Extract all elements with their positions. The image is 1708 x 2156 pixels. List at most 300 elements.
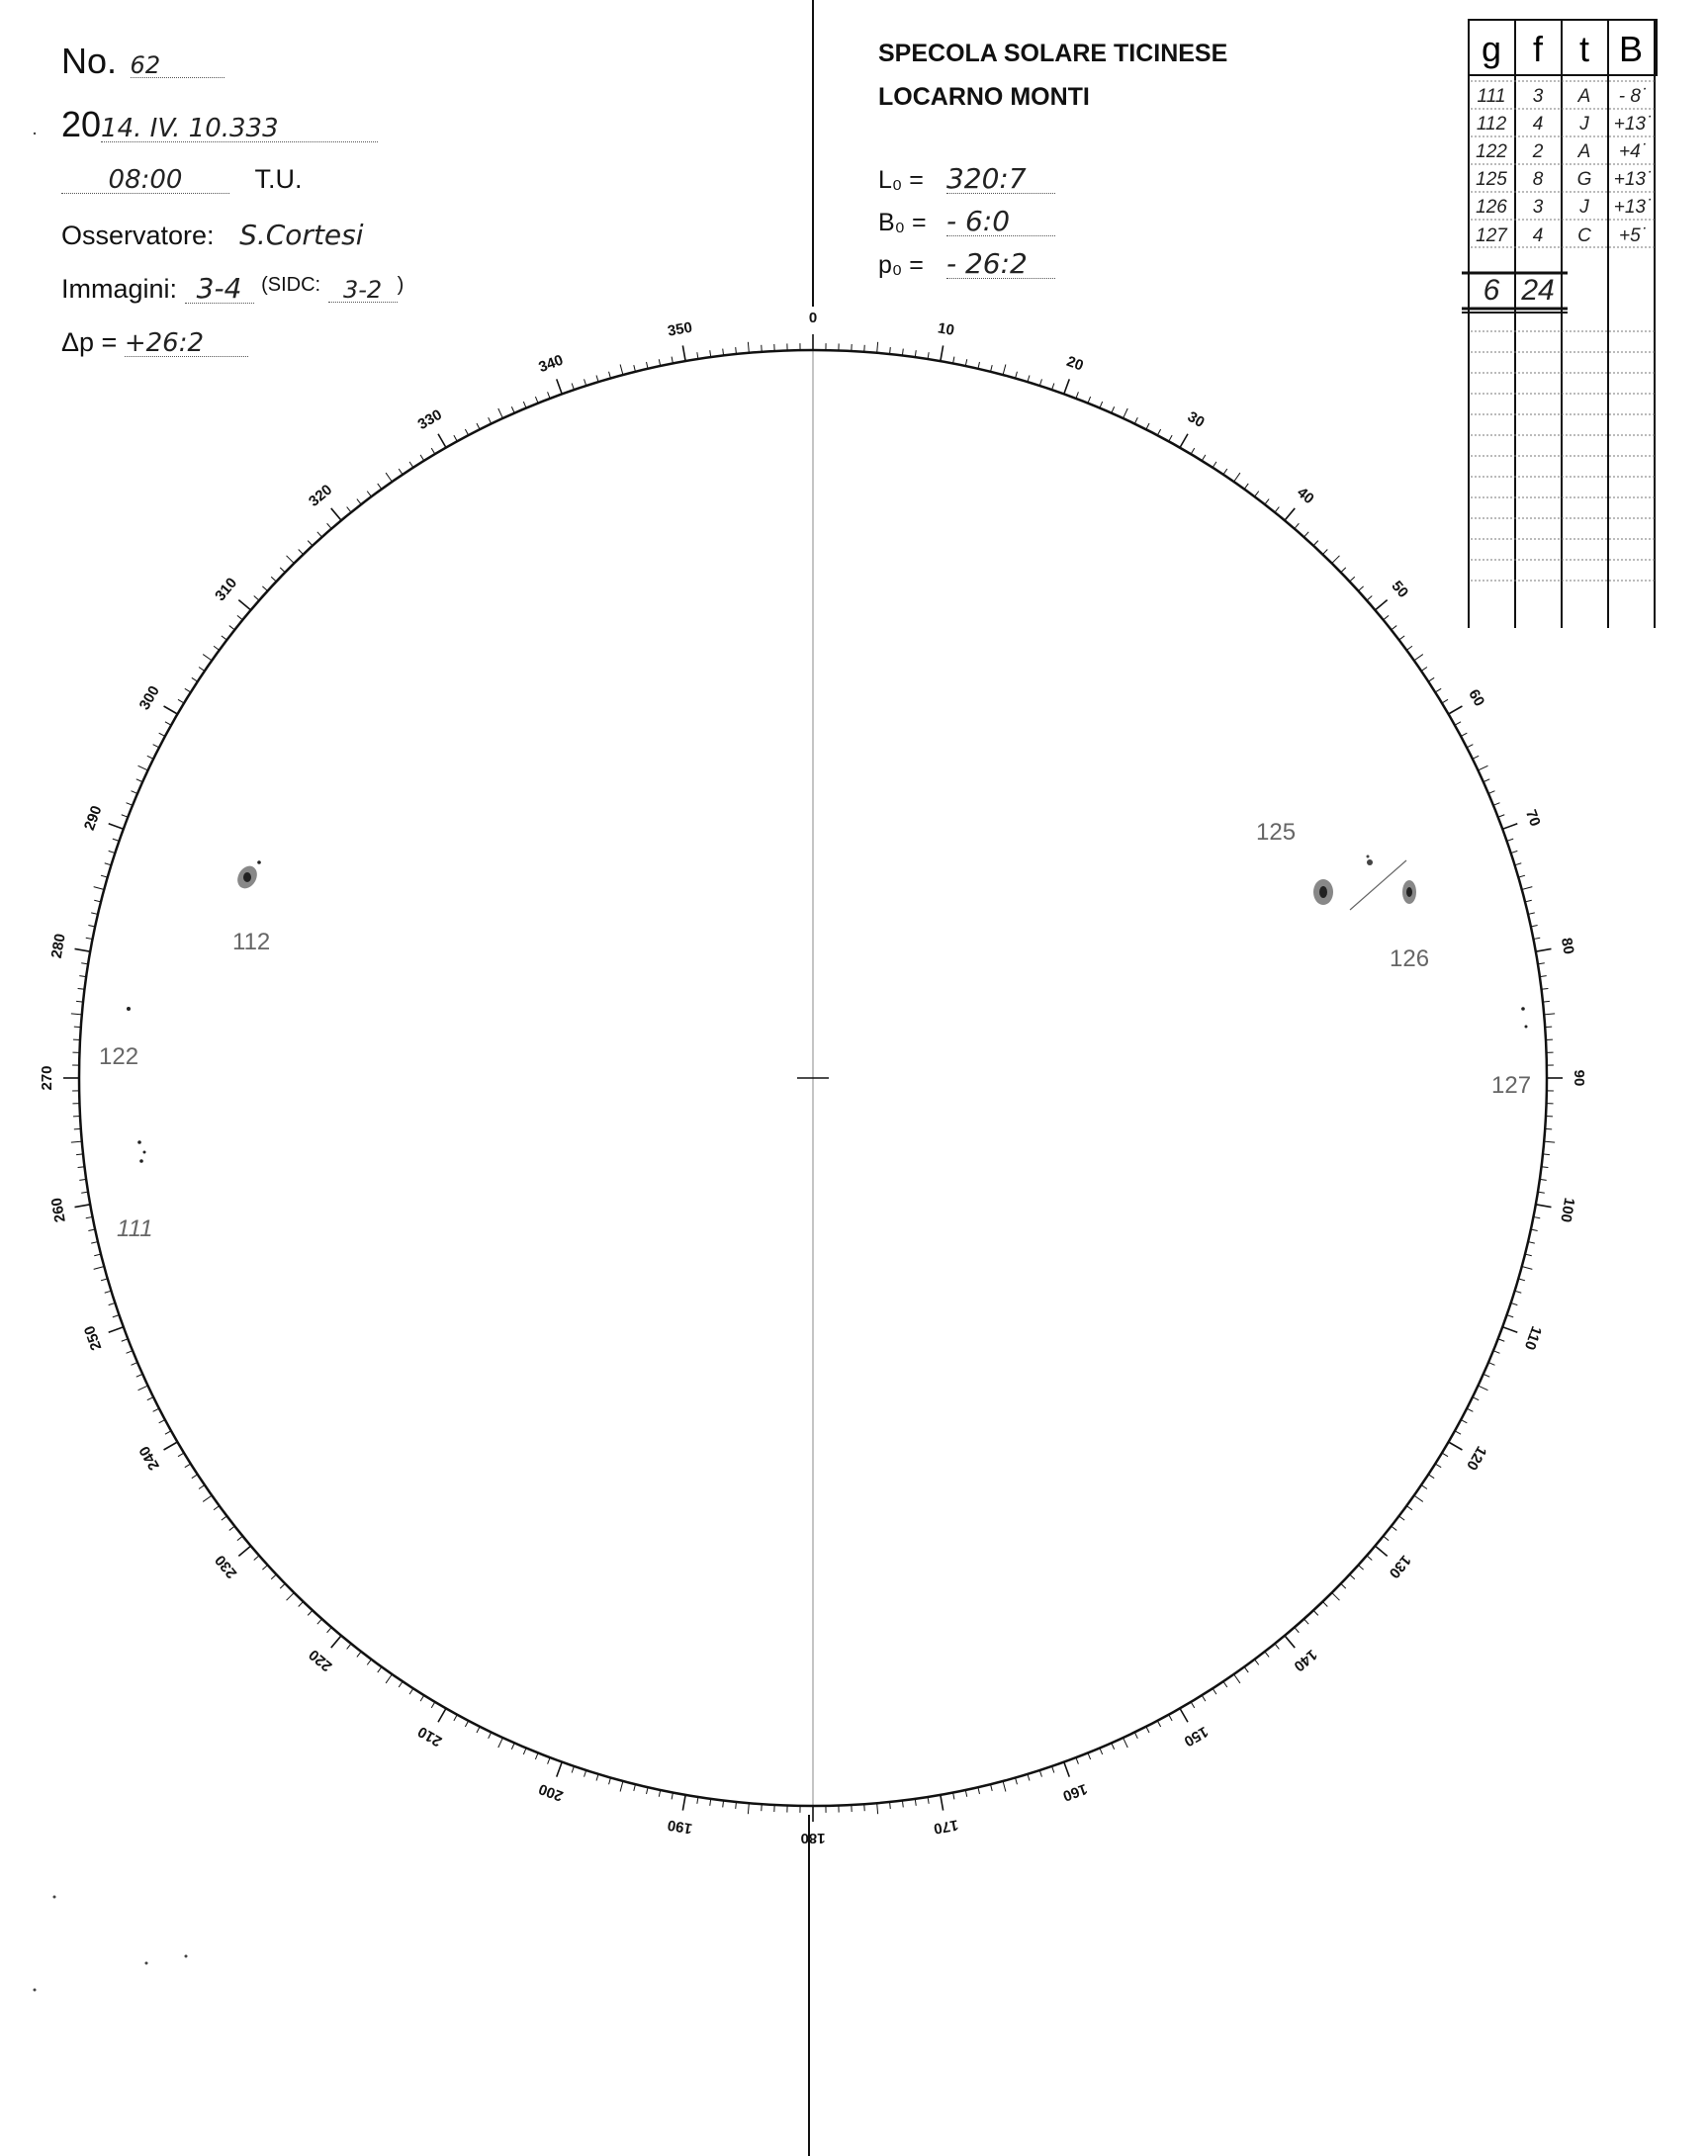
- dial-tick: [420, 1695, 424, 1701]
- dial-tick: [511, 406, 514, 412]
- dial-tick: [1100, 1748, 1103, 1753]
- dial-tick: [153, 1408, 159, 1411]
- sunspot-group-111: [137, 1140, 145, 1163]
- dial-tick: [548, 1757, 551, 1764]
- dial-tick: [199, 1485, 205, 1489]
- dial-label: 240: [135, 1443, 163, 1474]
- dial-tick: [620, 364, 623, 375]
- dial-tick: [1428, 677, 1434, 681]
- time-value: 08:00: [61, 167, 229, 194]
- dial-tick: [132, 1363, 137, 1366]
- images-label: Immagini:: [61, 274, 178, 304]
- dial-tick: [1414, 655, 1423, 661]
- dial-tick: [222, 636, 227, 640]
- dial-tick: [132, 791, 137, 794]
- dial-tick: [308, 541, 313, 546]
- margin-mark: [53, 1896, 56, 1899]
- dial-tick: [438, 1708, 446, 1722]
- dial-tick: [511, 1743, 514, 1749]
- dial-tick: [1157, 429, 1160, 435]
- dial-tick: [1375, 600, 1387, 610]
- dial-tick: [1442, 699, 1448, 703]
- dial-tick: [572, 1766, 574, 1773]
- dial-tick: [1076, 1757, 1079, 1764]
- dial-tick: [386, 473, 392, 482]
- dial-tick: [237, 615, 242, 619]
- dial-tick: [1332, 1592, 1340, 1600]
- dial-tick: [1124, 1738, 1128, 1748]
- table-cell: C: [1577, 225, 1591, 246]
- dial-tick: [1461, 1420, 1467, 1423]
- margin-mark: [185, 1955, 188, 1958]
- dial-tick: [1052, 383, 1054, 390]
- dial-tick: [1536, 1205, 1552, 1208]
- dial-tick: [308, 1610, 313, 1615]
- table-cell: J: [1579, 114, 1589, 135]
- B0-label: B₀ =: [878, 209, 927, 236]
- dial-tick: [1157, 1721, 1160, 1727]
- dial-label: 190: [666, 1816, 694, 1838]
- dial-tick: [1244, 1666, 1248, 1672]
- dial-label: 70: [1521, 807, 1544, 829]
- dial-tick: [454, 1715, 457, 1721]
- dial-label: 140: [1290, 1646, 1320, 1675]
- dial-tick: [1473, 756, 1479, 759]
- sidc-close: ): [397, 274, 405, 296]
- dial-tick: [1392, 1526, 1397, 1530]
- sunspot-group-126: [1402, 880, 1416, 904]
- dial-tick: [1488, 1363, 1494, 1366]
- dial-label: 150: [1181, 1722, 1212, 1751]
- dial-tick: [71, 1141, 82, 1142]
- dial-tick: [941, 345, 944, 361]
- dial-tick: [1180, 1708, 1188, 1722]
- dial-tick: [229, 626, 235, 630]
- sunspot-group-122: [127, 1007, 131, 1011]
- dial-tick: [1421, 1485, 1427, 1489]
- dial-tick: [1358, 586, 1363, 591]
- dial-tick: [1399, 636, 1405, 640]
- table-cell: 4: [1532, 114, 1544, 135]
- dial-label: 260: [47, 1196, 69, 1224]
- table-cell: +13˙: [1613, 114, 1653, 135]
- dial-tick: [109, 1303, 116, 1304]
- sunspot-group-127: [1521, 1007, 1527, 1028]
- p0-value: - 26:2: [946, 250, 1055, 279]
- dial-tick: [317, 1619, 322, 1624]
- dial-tick: [262, 1565, 267, 1570]
- dial-tick: [523, 1748, 526, 1753]
- dial-tick: [465, 1721, 468, 1727]
- group-label-111: 111: [117, 1215, 153, 1242]
- dial-label: 120: [1463, 1443, 1490, 1474]
- dial-tick: [1223, 469, 1227, 475]
- dial-label: 250: [80, 1323, 106, 1353]
- dial-tick: [280, 568, 285, 573]
- dial-tick: [489, 417, 492, 423]
- dial-tick: [1146, 1727, 1149, 1733]
- dial-tick: [523, 402, 526, 407]
- dial-tick: [548, 392, 551, 399]
- dial-tick: [113, 839, 120, 841]
- dial-tick: [1502, 824, 1517, 829]
- table-cell: 4: [1532, 225, 1544, 246]
- dial-label: 180: [800, 1830, 826, 1847]
- dial-label: 40: [1294, 484, 1317, 508]
- dial-tick: [254, 1556, 259, 1561]
- dial-label: 20: [1064, 352, 1086, 375]
- dial-label: 130: [1385, 1551, 1414, 1582]
- L0-value: 320:7: [946, 165, 1055, 194]
- dial-tick: [1384, 1536, 1389, 1540]
- dial-tick: [1473, 1397, 1479, 1400]
- dial-tick: [1213, 462, 1216, 468]
- dial-tick: [109, 1327, 124, 1332]
- dial-tick: [1502, 1327, 1517, 1332]
- dial-tick: [367, 1660, 371, 1665]
- dial-tick: [254, 596, 259, 601]
- dial-tick: [498, 1738, 503, 1748]
- dial-tick: [109, 824, 124, 829]
- dial-tick: [147, 756, 153, 759]
- L0-label: L₀ =: [878, 166, 924, 194]
- table-header-g: g: [1481, 29, 1502, 69]
- dial-tick: [1191, 448, 1195, 454]
- dial-tick: [572, 383, 574, 390]
- table-cell: G: [1576, 169, 1592, 190]
- dial-label: 350: [666, 318, 694, 340]
- dial-label: 270: [38, 1065, 55, 1091]
- table-cell: 127: [1476, 225, 1507, 246]
- dial-tick: [1003, 1781, 1006, 1792]
- margin-mark: [34, 133, 36, 135]
- table-cell: A: [1577, 141, 1591, 162]
- dial-label: 280: [47, 932, 69, 960]
- dial-tick: [386, 1674, 392, 1683]
- dial-label: 210: [414, 1722, 445, 1751]
- table-cell: 126: [1476, 197, 1507, 218]
- dial-tick: [75, 948, 91, 951]
- dial-tick: [941, 1795, 944, 1811]
- dial-tick: [271, 1574, 276, 1579]
- dial-tick: [238, 1546, 250, 1556]
- dial-label: 310: [212, 574, 241, 605]
- dial-label: 300: [135, 682, 163, 713]
- dial-tick: [1488, 791, 1494, 794]
- dial-tick: [1064, 1762, 1069, 1777]
- dial-tick: [165, 1431, 171, 1434]
- observer-label: Osservatore:: [61, 221, 215, 250]
- dial-tick: [1367, 1556, 1372, 1561]
- dial-tick: [1511, 1303, 1518, 1304]
- dial-tick: [399, 1681, 403, 1687]
- dial-tick: [535, 397, 538, 403]
- table-total-groups: 6: [1483, 274, 1500, 307]
- table-total-spots: 24: [1521, 274, 1555, 307]
- dial-tick: [203, 655, 212, 661]
- dial-tick: [164, 706, 178, 714]
- dial-tick: [1265, 499, 1269, 505]
- table-cell: +4˙: [1619, 141, 1647, 162]
- table-cell: 3: [1532, 197, 1544, 218]
- dial-tick: [748, 342, 749, 353]
- dial-tick: [203, 1495, 212, 1501]
- dial-tick: [238, 600, 250, 610]
- group-label-112: 112: [232, 929, 271, 955]
- table-header-t: t: [1578, 29, 1590, 69]
- dial-tick: [164, 1442, 178, 1450]
- table-cell: +5˙: [1619, 225, 1647, 246]
- dial-tick: [214, 646, 220, 650]
- group-label-122: 122: [99, 1043, 139, 1070]
- dial-tick: [71, 1014, 82, 1015]
- dial-tick: [1507, 839, 1514, 841]
- group-label-126: 126: [1390, 945, 1430, 972]
- dial-tick: [1406, 1506, 1412, 1510]
- dial-tick: [299, 550, 304, 555]
- dial-tick: [1064, 379, 1069, 394]
- dial-tick: [94, 887, 105, 890]
- dial-tick: [1255, 492, 1259, 497]
- dial-tick: [347, 507, 351, 512]
- dial-tick: [1202, 455, 1206, 461]
- dial-tick: [489, 1733, 492, 1739]
- table-cell: 125: [1476, 169, 1507, 190]
- dial-tick: [1399, 1516, 1405, 1520]
- dial-tick: [1265, 1652, 1269, 1658]
- dial-tick: [420, 455, 424, 461]
- dial-tick: [1358, 1565, 1363, 1570]
- dial-tick: [1455, 1431, 1461, 1434]
- dial-tick: [367, 492, 371, 497]
- dial-tick: [192, 677, 198, 681]
- dial-tick: [465, 429, 468, 435]
- dial-tick: [1522, 887, 1533, 890]
- dial-tick: [299, 1601, 304, 1606]
- dial-tick: [409, 1688, 413, 1694]
- dial-tick: [1478, 1386, 1487, 1391]
- dial-tick: [409, 462, 413, 468]
- dial-tick: [1435, 688, 1441, 692]
- dial-tick: [262, 586, 267, 591]
- dial-tick: [1428, 1475, 1434, 1479]
- group-label-125: 125: [1256, 819, 1297, 846]
- dial-tick: [75, 1205, 91, 1208]
- dial-tick: [1295, 1627, 1300, 1632]
- date-value: 14. IV. 10.333: [101, 116, 378, 142]
- dial-tick: [127, 803, 133, 806]
- table-cell: 2: [1532, 141, 1544, 162]
- dial-label: 230: [212, 1551, 241, 1582]
- dial-tick: [1493, 1351, 1499, 1354]
- dial-tick: [1275, 507, 1279, 512]
- dial-tick: [1498, 815, 1505, 818]
- dial-tick: [748, 1803, 749, 1814]
- dial-tick: [1313, 541, 1318, 546]
- dial-tick: [1124, 408, 1128, 418]
- dial-tick: [535, 1752, 538, 1758]
- dial-tick: [1313, 1610, 1318, 1615]
- dial-tick: [1322, 550, 1327, 555]
- dial-tick: [229, 1526, 235, 1530]
- p0-label: p₀ =: [878, 251, 924, 279]
- number-label: No.: [61, 41, 118, 81]
- dial-tick: [1295, 523, 1300, 528]
- dial-tick: [1341, 1583, 1346, 1588]
- dial-tick: [214, 1506, 220, 1510]
- dial-tick: [498, 408, 503, 418]
- dial-tick: [1544, 1014, 1555, 1015]
- dial-tick: [271, 577, 276, 582]
- dial-tick: [1414, 1495, 1423, 1501]
- time-label: T.U.: [254, 164, 303, 194]
- dial-tick: [1169, 1715, 1172, 1721]
- dial-tick: [557, 1762, 562, 1777]
- table-cell: +13˙: [1613, 197, 1653, 218]
- dial-tick: [1384, 615, 1389, 619]
- dial-tick: [1544, 1141, 1555, 1142]
- dial-tick: [147, 1397, 153, 1400]
- dial-tick: [1234, 473, 1240, 482]
- table-cell: - 8˙: [1618, 86, 1648, 107]
- table-cell: +13˙: [1613, 169, 1653, 190]
- dial-label: 0: [808, 309, 818, 326]
- dial-tick: [1375, 1546, 1387, 1556]
- dial-tick: [438, 434, 446, 448]
- dial-tick: [1483, 1374, 1489, 1377]
- dial-tick: [1303, 1619, 1308, 1624]
- dial-tick: [178, 1453, 184, 1457]
- dial-label: 50: [1388, 578, 1412, 601]
- dial-tick: [1461, 733, 1467, 736]
- dial-tick: [153, 745, 159, 748]
- margin-mark: [34, 1989, 37, 1992]
- dial-tick: [877, 342, 878, 353]
- dial-tick: [1522, 1266, 1533, 1269]
- dial-tick: [1180, 434, 1188, 448]
- delta-p-label: Δp =: [61, 327, 118, 357]
- dial-tick: [1191, 1702, 1195, 1708]
- dial-tick: [1303, 532, 1308, 537]
- dial-tick: [1100, 402, 1103, 407]
- dial-label: 110: [1520, 1323, 1545, 1353]
- dial-tick: [113, 1315, 120, 1317]
- dial-tick: [1285, 508, 1295, 520]
- dial-tick: [1003, 364, 1006, 375]
- observer-value: S.Cortesi: [239, 219, 364, 251]
- dial-tick: [1088, 1752, 1091, 1758]
- dial-tick: [1234, 1674, 1240, 1683]
- dial-tick: [127, 1351, 133, 1354]
- dial-tick: [1076, 392, 1079, 399]
- dial-tick: [357, 1652, 361, 1658]
- group-table: [1462, 20, 1657, 628]
- dial-tick: [347, 1644, 351, 1649]
- dial-tick: [1406, 646, 1412, 650]
- dial-tick: [399, 469, 403, 475]
- dial-tick: [1435, 1464, 1441, 1468]
- dial-tick: [431, 448, 435, 454]
- B0-value: - 6:0: [946, 208, 1055, 236]
- table-header-B: B: [1618, 29, 1644, 69]
- dial-tick: [378, 1666, 382, 1672]
- dial-tick: [682, 1795, 685, 1811]
- dial-tick: [185, 1464, 191, 1468]
- sidc-value: 3-2: [328, 278, 398, 303]
- table-cell: 3: [1532, 86, 1544, 107]
- dial-tick: [1421, 668, 1427, 672]
- dial-label: 90: [1571, 1069, 1588, 1087]
- dial-tick: [454, 435, 457, 441]
- dial-tick: [1134, 417, 1137, 423]
- dial-tick: [1112, 406, 1115, 412]
- dial-label: 290: [80, 803, 106, 833]
- dial-tick: [159, 1420, 165, 1423]
- dial-label: 10: [936, 319, 956, 339]
- dial-tick: [109, 851, 116, 853]
- dial-tick: [1134, 1733, 1137, 1739]
- observatory-name: SPECOLA SOLARE TICINESE: [878, 40, 1228, 67]
- sunspot-group-112: [233, 860, 261, 892]
- dial-tick: [331, 508, 341, 520]
- images-value: 3-4: [185, 275, 254, 304]
- dial-tick: [357, 499, 361, 505]
- dial-label: 320: [306, 481, 336, 510]
- table-cell: 112: [1476, 114, 1507, 135]
- dial-tick: [317, 532, 322, 537]
- dial-tick: [431, 1702, 435, 1708]
- observatory-location: LOCARNO MONTI: [878, 83, 1090, 111]
- dial-tick: [1392, 626, 1397, 630]
- group-separator-line: [1350, 860, 1406, 910]
- dial-tick: [287, 556, 295, 564]
- table-cell: 111: [1477, 86, 1506, 107]
- dial-tick: [138, 1386, 148, 1391]
- dial-tick: [122, 1339, 129, 1342]
- dial-label: 340: [536, 351, 566, 377]
- dial-tick: [185, 688, 191, 692]
- dial-tick: [1442, 1453, 1448, 1457]
- dial-tick: [1052, 1766, 1054, 1773]
- dial-tick: [1498, 1339, 1505, 1342]
- dial-tick: [327, 1627, 332, 1632]
- dial-tick: [136, 779, 142, 782]
- dial-tick: [557, 379, 562, 394]
- dial-tick: [237, 1536, 242, 1540]
- dial-tick: [477, 1727, 480, 1733]
- dial-tick: [1322, 1601, 1327, 1606]
- dial-tick: [1202, 1695, 1206, 1701]
- dial-tick: [1536, 948, 1552, 951]
- dial-tick: [1483, 779, 1489, 782]
- table-cell: 122: [1476, 141, 1507, 162]
- dial-tick: [159, 733, 165, 736]
- dial-tick: [1478, 765, 1487, 770]
- dial-tick: [1213, 1688, 1216, 1694]
- dial-tick: [1244, 484, 1248, 490]
- dial-tick: [287, 1592, 295, 1600]
- dial-tick: [877, 1803, 878, 1814]
- dial-tick: [94, 1266, 105, 1269]
- dial-tick: [1507, 1315, 1514, 1317]
- dial-tick: [1341, 568, 1346, 573]
- dial-tick: [477, 423, 480, 429]
- dial-tick: [1223, 1681, 1227, 1687]
- dial-tick: [192, 1475, 198, 1479]
- dial-tick: [1493, 803, 1499, 806]
- delta-p-value: +26:2: [125, 330, 248, 357]
- dial-tick: [1146, 423, 1149, 429]
